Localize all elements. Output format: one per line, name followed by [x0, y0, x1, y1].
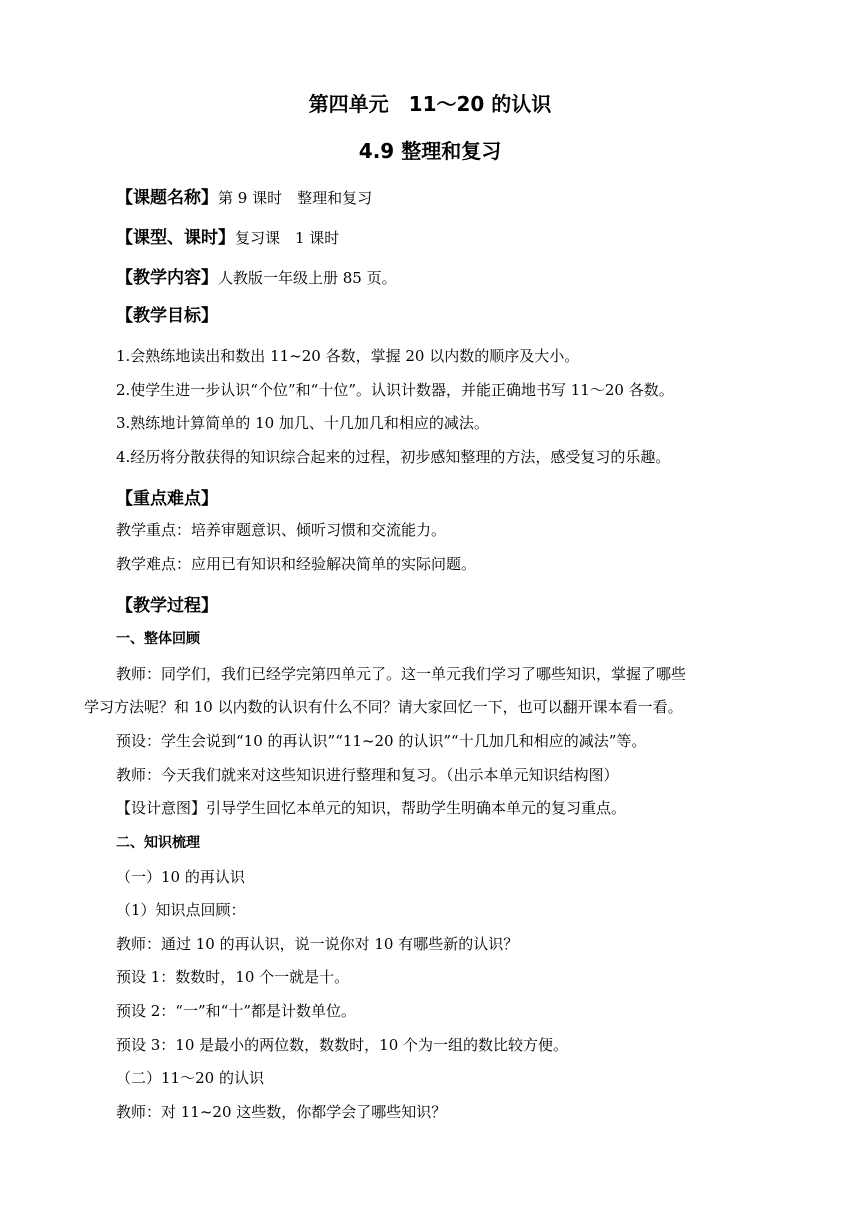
objective-item: 4.经历将分散获得的知识综合起来的过程，初步感知整理的方法，感受复习的乐趣。: [116, 448, 671, 466]
paragraph-line: 预设 1：数数时，10 个一就是十。: [116, 968, 350, 986]
meta-label: 【课题名称】: [116, 188, 218, 208]
meta-value: 第 9 课时 整理和复习: [218, 189, 373, 207]
paragraph-line: 预设：学生会说到“10 的再认识”“11~20 的认识”“十几加几和相应的减法”等。: [116, 732, 647, 750]
meta-course-type: [116, 226, 339, 250]
paragraph-line: 教师：今天我们就来对这些知识进行整理和复习。（出示本单元知识结构图）: [116, 766, 619, 784]
objective-item: 3.熟练地计算简单的 10 加几、十几加几和相应的减法。: [116, 414, 489, 432]
paragraph-line: 教师：通过 10 的再认识，说一说你对 10 有哪些新的认识？: [116, 935, 519, 953]
meta-value: 人教版一年级上册 85 页。: [218, 269, 397, 287]
key-points-heading: 【重点难点】: [116, 489, 218, 509]
section-title: 一、整体回顾: [116, 631, 200, 647]
lesson-title: 4.9 整理和复习: [358, 139, 502, 163]
key-point-item: 教学难点：应用已有知识和经验解决简单的实际问题。: [116, 555, 477, 573]
paragraph-line: 预设 2：“一”和“十”都是计数单位。: [116, 1002, 356, 1020]
section-title: 二、知识梳理: [116, 835, 200, 851]
paragraph-line: 教师：同学们，我们已经学完第四单元了。这一单元我们学习了哪些知识，掌握了哪些: [116, 665, 687, 683]
paragraph-line: 教师：对 11~20 这些数，你都学会了哪些知识？: [116, 1103, 447, 1121]
meta-course-name: [116, 186, 372, 210]
objectives-heading: 【教学目标】: [116, 306, 218, 326]
subsection-title: （一）10 的再认识: [116, 868, 245, 886]
design-intent: 【设计意图】引导学生回忆本单元的知识，帮助学生明确本单元的复习重点。: [116, 799, 627, 817]
meta-value: 复习课 1 课时: [235, 229, 340, 247]
meta-content: [116, 266, 397, 290]
subsection-title: （二）11～20 的认识: [116, 1069, 264, 1087]
meta-label: 【教学内容】: [116, 268, 218, 288]
paragraph-line: 预设 3：10 是最小的两位数，数数时，10 个为一组的数比较方便。: [116, 1036, 569, 1054]
meta-label: 【课型、课时】: [116, 228, 235, 248]
unit-title: 第四单元 11～20 的认识: [308, 92, 552, 116]
objective-item: 2.使学生进一步认识“个位”和“十位”。认识计数器，并能正确地书写 11～20 各数。: [116, 381, 674, 399]
subsection-title: （1）知识点回顾：: [116, 901, 246, 919]
paragraph-line: 学习方法呢？和 10 以内数的认识有什么不同？请大家回忆一下，也可以翻开课本看一看。: [84, 698, 683, 716]
key-point-item: 教学重点：培养审题意识、倾听习惯和交流能力。: [116, 521, 447, 539]
objective-item: 1.会熟练地读出和数出 11~20 各数，掌握 20 以内数的顺序及大小。: [116, 347, 580, 365]
process-heading: 【教学过程】: [116, 596, 218, 616]
